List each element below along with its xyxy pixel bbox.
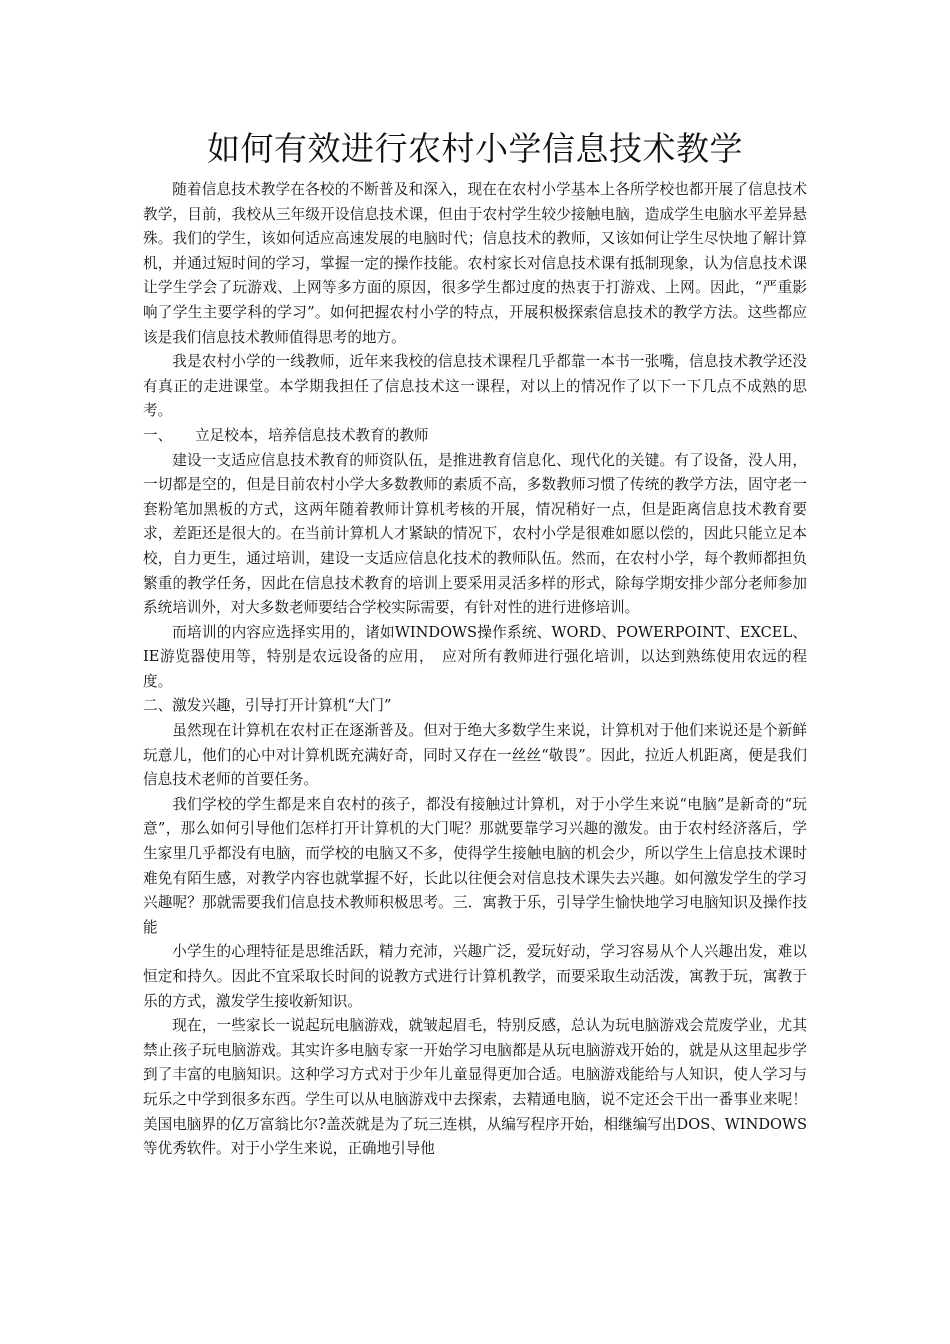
paragraph-games: 现在，一些家长一说起玩电脑游戏，就皱起眉毛，特别反感，总认为玩电脑游戏会荒废学业，尤其禁止孩子玩电脑游戏。其实许多电脑专家一开始学习电脑都是从玩电脑游戏开始的，就是从这里起步学到了丰富的电脑知识。这种学习方式对于少年儿童显得更加合适。电脑游戏能给与人知识，使人学习与玩乐之中学到很多东西。学生可以从电脑游戏中去探索，去精通电脑，说不定还会干出一番事业来呢！美国电脑界的亿万富翁比尔?盖茨就是为了玩三连棋，从编写程序开始，相继编写出DOS、WINDOWS等优秀软件。对于小学生来说，正确地引导他	[143, 1017, 807, 1158]
paragraph-psychology: 小学生的心理特征是思维活跃，精力充沛，兴趣广泛，爱玩好动，学习容易从个人兴趣出发，难以恒定和持久。因此不宜采取长时间的说教方式进行计算机教学，而要采取生动活泼，寓教于玩，寓教于乐的方式，激发学生接收新知识。	[143, 943, 807, 1010]
paragraph-intro: 随着信息技术教学在各校的不断普及和深入，现在在农村小学基本上各所学校也都开展了信息技术教学，目前，我校从三年级开设信息技术课，但由于农村学生较少接触电脑，造成学生电脑水平差异悬殊。我们的学生，该如何适应高速发展的电脑时代；信息技术的教师，又该如何让学生尽快地了解计算机，并通过短时间的学习，掌握一定的操作技能。农村家长对信息技术课有抵制现象，认为信息技术课让学生学会了玩游戏、上网等多方面的原因，很多学生都过度的热衷于打游戏、上网。因此，“严重影响了学生主要学科的学习”。如何把握农村小学的特点，开展积极探索信息技术的教学方法。这些都应该是我们信息技术教师值得思考的地方。	[143, 181, 807, 346]
section-heading-2: 二、激发兴趣，引导打开计算机“大门”	[143, 697, 392, 715]
section-heading-1-text: 立足校本，培养信息技术教育的教师	[195, 426, 429, 444]
document-title: 如何有效进行农村小学信息技术教学	[207, 129, 743, 168]
paragraph-author-context: 我是农村小学的一线教师，近年来我校的信息技术课程几乎都靠一本书一张嘴，信息技术教学还没有真正的走进课堂。本学期我担任了信息技术这一课程，对以上的情况作了以下一下几点不成熟的思考。	[143, 353, 807, 420]
document-page	[143, 124, 807, 1162]
paragraph-teacher-team: 建设一支适应信息技术教育的师资队伍，是推进教育信息化、现代化的关键。有了设备，没人用，一切都是空的，但是目前农村小学大多数教师的素质不高，多数教师习惯了传统的教学方法，固守老一套粉笔加黑板的方式，这两年随着教师计算机考核的开展，情况稍好一点，但是距离信息技术教育要求，差距还是很大的。在当前计算机人才紧缺的情况下，农村小学是很难如愿以偿的，因此只能立足本校，自力更生，通过培训，建设一支适应信息化技术的教师队伍。然而，在农村小学，每个教师都担负繁重的教学任务，因此在信息技术教育的培训上要采用灵活多样的形式，除每学期安排少部分老师参加系统培训外，对大多数老师要结合学校实际需要，有针对性的进行进修培训。	[143, 451, 807, 617]
paragraph-training-content: 而培训的内容应选择实用的，诸如WINDOWS操作系统、WORD、POWERPOINT、EXCEL、IE游览器使用等，特别是农远设备的应用， 应对所有教师进行强化培训，以达到熟练使用农远的程度。	[143, 623, 807, 690]
section-heading-1	[143, 424, 807, 449]
paragraph-interest: 虽然现在计算机在农村正在逐渐普及。但对于绝大多数学生来说，计算机对于他们来说还是个新鲜玩意儿，他们的心中对计算机既充满好奇，同时又存在一丝丝“敬畏”。因此，拉近人机距离，便是我们信息技术老师的首要任务。	[143, 722, 807, 789]
section-heading-1-number: 一、	[143, 426, 173, 444]
paragraph-rural-students: 我们学校的学生都是来自农村的孩子，都没有接触过计算机，对于小学生来说“电脑”是新奇的“玩意”，那么如何引导他们怎样打开计算机的大门呢？那就要靠学习兴趣的激发。由于农村经济落后，学生家里几乎都没有电脑，而学校的电脑又不多，使得学生接触电脑的机会少，所以学生上信息技术课时难免有陌生感，对教学内容也就掌握不好，长此以往便会对信息技术课失去兴趣。如何激发学生的学习兴趣呢？那就需要我们信息技术教师积极思考。三．寓教于乐，引导学生愉快地学习电脑知识及操作技能	[143, 795, 807, 936]
